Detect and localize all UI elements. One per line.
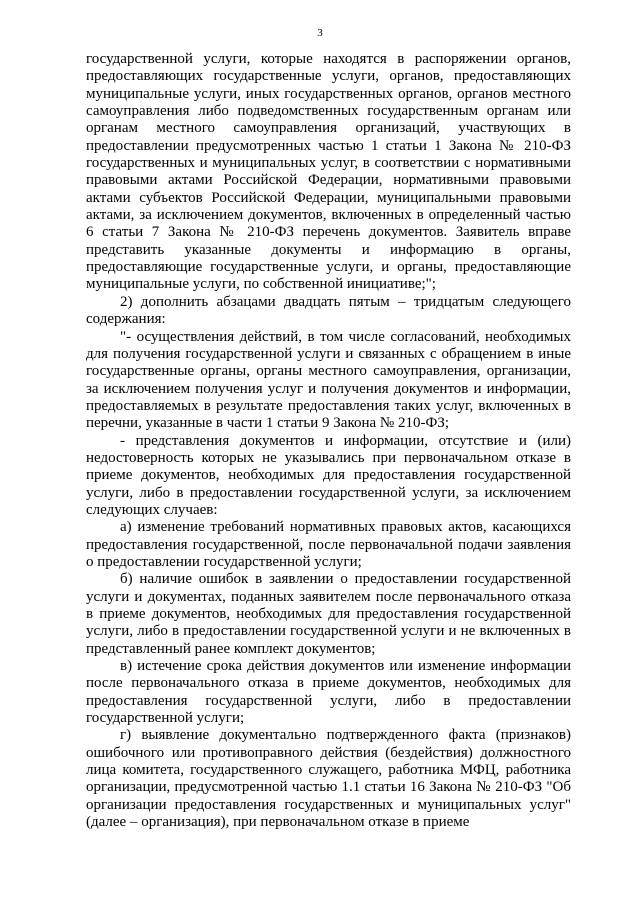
document-body — [86, 51, 571, 831]
page-number: 3 — [317, 27, 323, 39]
paragraph-case-b: б) наличие ошибок в заявлении о предоставлении государственной услуги и документах, поданных заявителем после первоначального отказа в приеме документов, необходимых для предоставления государственной услуги, либо в предоставлении государственной услуги и не включенных в представленный ранее комплект документов; — [86, 571, 571, 657]
paragraph-quoted-actions: "- осуществления действий, в том числе согласований, необходимых для получения государственной услуги и связанных с обращением в иные государственные органы, органы местного самоуправления, организации, за исключением получения услуг и получения документов и информации, предоставляемых в результате предоставления таких услуг, включенных в перечни, указанные в части 1 статьи 9 Закона № 210-ФЗ; — [86, 328, 571, 432]
paragraph-continuation: государственной услуги, которые находятся в распоряжении органов, предоставляющих государственные услуги, органов, предоставляющих муниципальные услуги, иных государственных органов, органов местного самоуправления либо подведомственных государственным органам или органам местного самоуправления организаций, участвующих в предоставлении предусмотренных частью 1 статьи 1 Закона № 210-ФЗ государственных и муниципальных услуг, в соответствии с нормативными правовыми актами Российской Федерации, нормативными правовыми актами субъектов Российской Федерации, муниципальными правовыми актами, за исключением документов, включенных в определенный частью 6 статьи 7 Закона № 210-ФЗ перечень документов. Заявитель вправе представить указанные документы и информацию в органы, предоставляющие государственные услуги, и органы, предоставляющие муниципальные услуги, по собственной инициативе;"; — [86, 51, 571, 293]
paragraph-case-a: а) изменение требований нормативных правовых актов, касающихся предоставления государственной, после первоначальной подачи заявления о предоставлении государственной услуги; — [86, 519, 571, 570]
paragraph-case-g: г) выявление документально подтвержденного факта (признаков) ошибочного или противоправного действия (бездействия) должностного лица комитета, государственного служащего, работника МФЦ, работника организации, предусмотренной частью 1.1 статьи 16 Закона № 210-ФЗ "Об организации предоставления государственных и муниципальных услуг" (далее – организация), при первоначальном отказе в приеме — [86, 727, 571, 831]
paragraph-documents-representation: - представления документов и информации, отсутствие и (или) недостоверность которых не указывались при первоначальном отказе в приеме документов, необходимых для предоставления государственной услуги, либо в предоставлении государственной услуги, за исключением следующих случаев: — [86, 432, 571, 518]
paragraph-item-2: 2) дополнить абзацами двадцать пятым – тридцатым следующего содержания: — [86, 293, 571, 328]
paragraph-case-v: в) истечение срока действия документов или изменение информации после первоначального отказа в приеме документов, необходимых для предоставления государственной услуги, либо в предоставлении государственной услуги; — [86, 658, 571, 727]
